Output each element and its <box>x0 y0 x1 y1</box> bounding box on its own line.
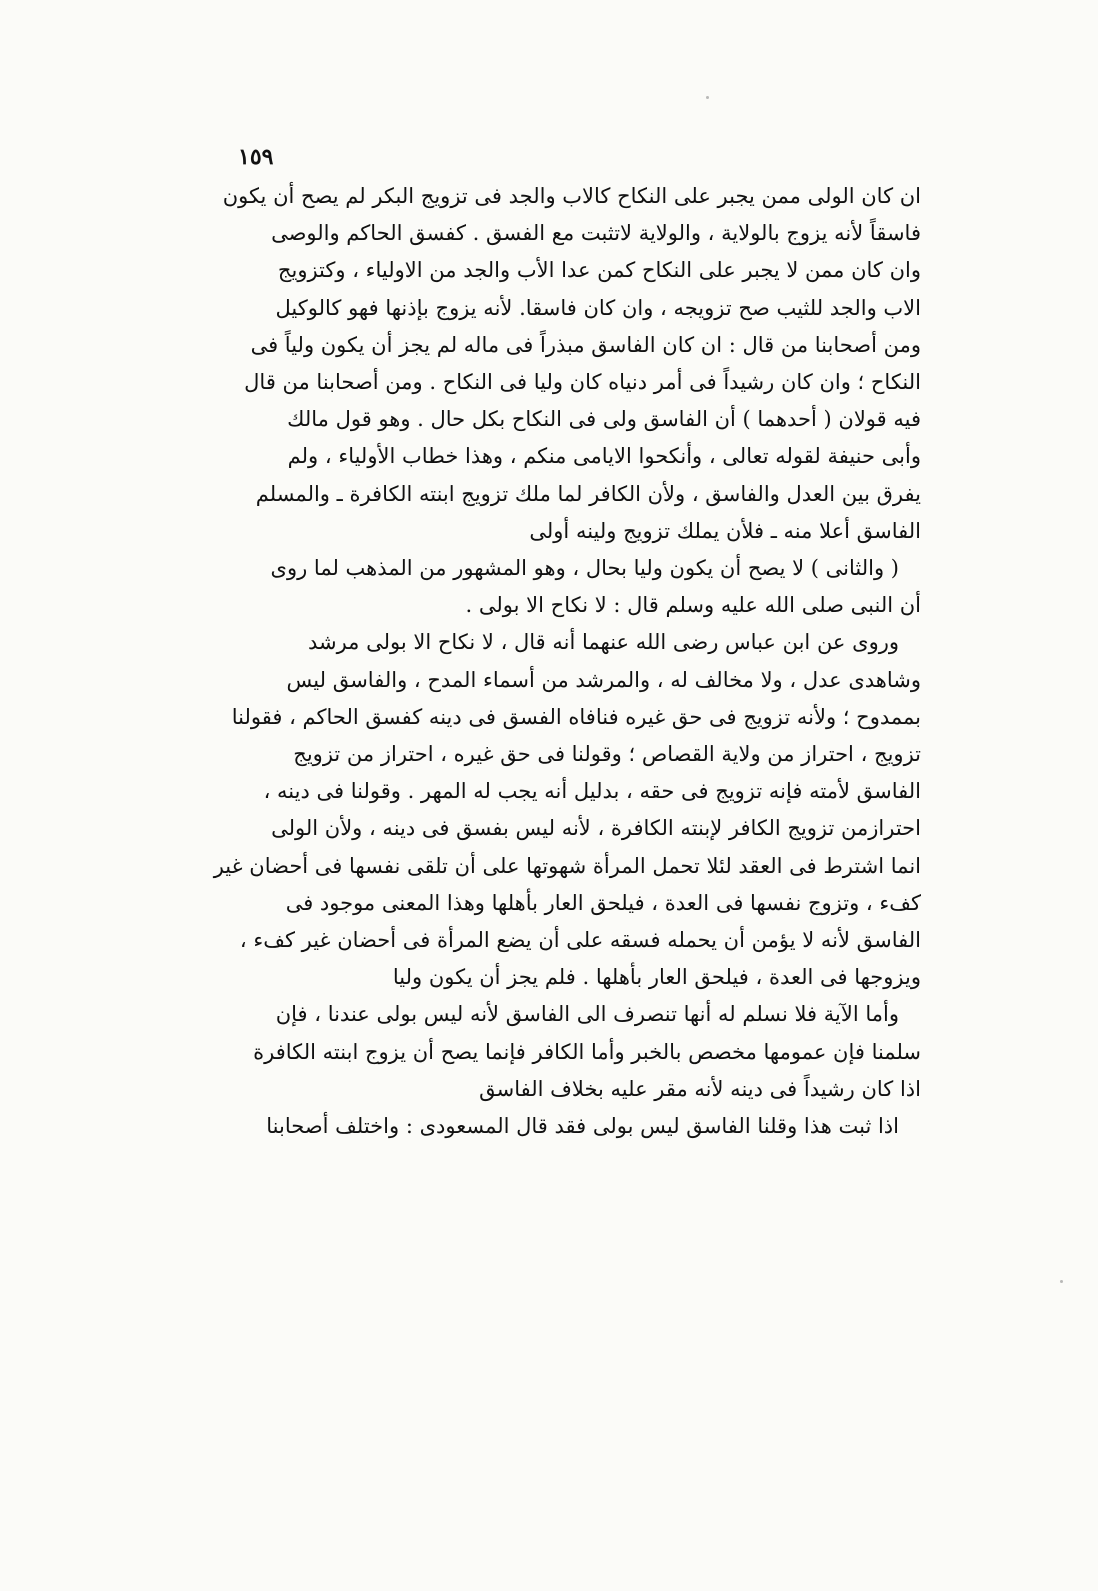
text-line: اذا كان رشيداً فى دينه لأنه مقر عليه بخلاف الفاسق <box>479 1076 921 1101</box>
text-line: فيه قولان ( أحدهما ) أن الفاسق ولى فى النكاح بكل حال . وهو قول مالك <box>287 407 921 432</box>
text-line: وروى عن ابن عباس رضى الله عنهما أنه قال ، لا نكاح الا بولى مرشد <box>307 630 899 655</box>
text-line: احترازمن تزويج الكافر لإبنته الكافرة ، لأنه ليس بفسق فى دينه ، ولأن الولى <box>271 816 921 841</box>
text-line: وأما الآية فلا نسلم له أنها تنصرف الى الفاسق لأنه ليس بولى عندنا ، فإن <box>275 1002 899 1027</box>
text-line: فاسقاً لأنه يزوج بالولاية ، والولاية لاتثبت مع الفسق . كفسق الحاكم والوصى <box>271 221 921 246</box>
text-line: ان كان الولى ممن يجبر على النكاح كالاب والجد فى تزويج البكر لم يصح أن يكون <box>222 184 921 208</box>
text-line: انما اشترط فى العقد لئلا تحمل المرأة شهوتها على أن تلقى نفسها فى أحضان غير <box>213 853 921 878</box>
text-line: الفاسق أعلا منه ـ فلأن يملك تزويج ولينه أولى <box>529 518 921 543</box>
text-line: بممدوح ؛ ولأنه تزويج فى حق غيره فنافاه الفسق فى دينه كفسق الحاكم ، فقولنا <box>231 704 921 729</box>
text-line: ( والثانى ) لا يصح أن يكون وليا بحال ، وهو المشهور من المذهب لما روى <box>270 556 899 581</box>
text-line: الفاسق لأمته فإنه تزويج فى حقه ، بدليل أنه يجب له المهر . وقولنا فى دينه ، <box>263 779 921 804</box>
text-line: سلمنا فإن عمومها مخصص بالخبر وأما الكافر فإنما يصح أن يزوج ابنته الكافرة <box>253 1039 921 1064</box>
text-line: النكاح ؛ وان كان رشيداً فى أمر دنياه كان وليا فى النكاح . ومن أصحابنا من قال <box>244 370 921 395</box>
paper-speck <box>706 96 709 99</box>
text-line: وأبى حنيفة لقوله تعالى ، وأنكحوا الايامى منكم ، وهذا خطاب الأولياء ، ولم <box>287 444 921 469</box>
text-line: ويزوجها فى العدة ، فيلحق العار بأهلها . فلم يجز أن يكون وليا <box>392 965 921 990</box>
text-line: اذا ثبت هذا وقلنا الفاسق ليس بولى فقد قال المسعودى : واختلف أصحابنا <box>266 1114 899 1139</box>
text-line: ومن أصحابنا من قال : ان كان الفاسق مبذراً فى ماله لم يجز أن يكون ولياً فى <box>250 332 921 357</box>
paper-speck <box>1060 1280 1063 1283</box>
text-line: كفء ، وتزوج نفسها فى العدة ، فيلحق العار بأهلها وهذا المعنى موجود فى <box>285 890 921 915</box>
text-line: وان كان ممن لا يجبر على النكاح كمن عدا الأب والجد من الاولياء ، وكتزويج <box>277 258 921 283</box>
text-line: الفاسق لأنه لا يؤمن أن يحمله فسقه على أن يضع المرأة فى أحضان غير كفء ، <box>239 928 921 953</box>
text-line: يفرق بين العدل والفاسق ، ولأن الكافر لما ملك تزويج ابنته الكافرة ـ والمسلم <box>255 481 921 506</box>
page-number: ١٥٩ <box>238 144 274 170</box>
text-line: تزويج ، احتراز من ولاية القصاص ؛ وقولنا فى حق غيره ، احتراز من تزويج <box>293 742 921 767</box>
text-line: الاب والجد للثيب صح تزويجه ، وان كان فاسقا. لأنه يزوج بإذنها فهو كالوكيل <box>275 295 921 320</box>
body-text <box>196 178 921 1145</box>
text-line: أن النبى صلى الله عليه وسلم قال : لا نكاح الا بولى . <box>465 593 921 618</box>
text-line: وشاهدى عدل ، ولا مخالف له ، والمرشد من أسماء المدح ، والفاسق ليس <box>286 667 921 692</box>
